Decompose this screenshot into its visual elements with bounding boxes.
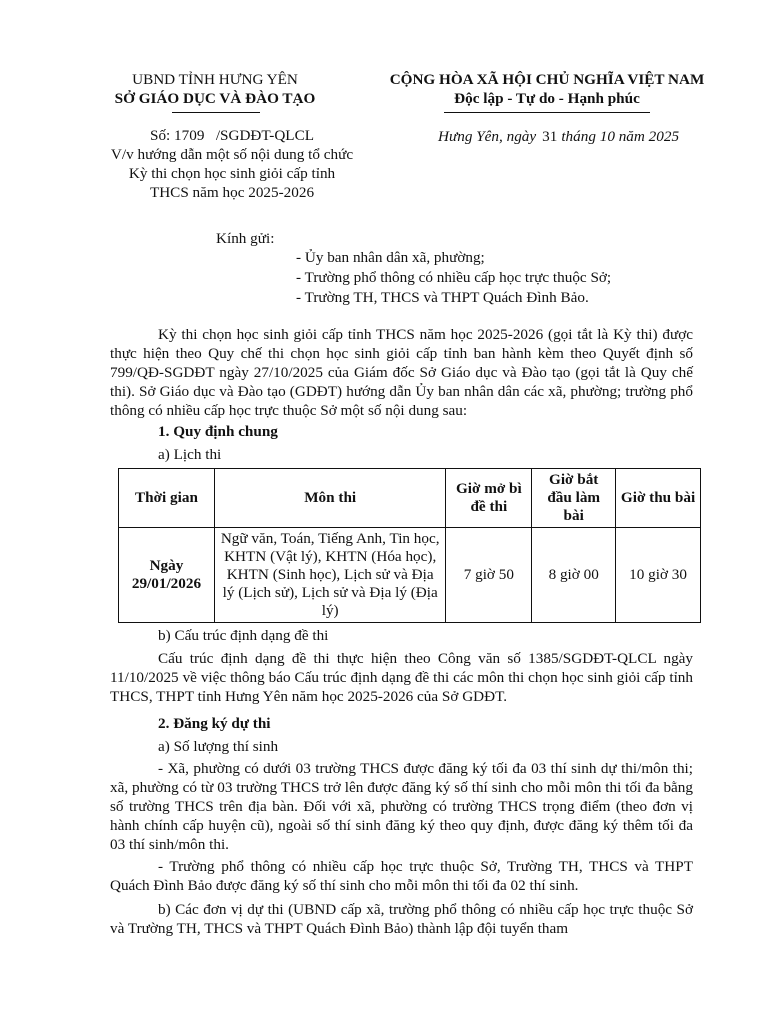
section-1a-heading: a) Lịch thi xyxy=(158,446,222,463)
section-1b-heading: b) Cấu trúc định dạng đề thi xyxy=(158,627,329,644)
exam-format-text: Cấu trúc định dạng đề thi thực hiện theo Công văn số 1385/SGDĐT-QLCL ngày 11/10/2025 về việc thông báo Cấu trúc định dạng đề thi các môn thi chọn học sinh giỏi cấp tỉnh THCS, THPT tỉnh Hưng Yên năm học 2025-2026 của Sở GDĐT. xyxy=(110,650,693,705)
issuer-underline xyxy=(172,112,260,113)
date-prefix: Hưng Yên, ngày xyxy=(438,128,537,145)
exam-format-paragraph xyxy=(110,649,693,706)
cell-open-time: 7 giờ 50 xyxy=(446,528,532,623)
subject-line-1: V/v hướng dẫn một số nội dung tổ chức xyxy=(110,146,354,163)
team-text: b) Các đơn vị dự thi (UBND cấp xã, trường phổ thông có nhiều cấp học trực thuộc Sở và Trường TH, THCS và THPT Quách Đình Bảo) thành lập đội tuyển tham xyxy=(110,901,693,937)
table-header-row xyxy=(119,469,701,528)
document-number: Số: 1709 /SGDĐT-QLCL xyxy=(150,127,314,144)
cell-start-time: 8 giờ 00 xyxy=(532,528,616,623)
section-1-title: 1. Quy định chung xyxy=(158,423,278,440)
intro-paragraph xyxy=(110,325,693,420)
subject-line-2: Kỳ thi chọn học sinh giỏi cấp tỉnh xyxy=(128,165,336,182)
recipients-label: Kính gửi: xyxy=(216,230,275,247)
column-header-time: Thời gian xyxy=(119,469,215,528)
section-2a-heading: a) Số lượng thí sinh xyxy=(158,738,279,755)
cell-subjects: Ngữ văn, Toán, Tiếng Anh, Tin học, KHTN (Vật lý), KHTN (Hóa học), KHTN (Sinh học), Lịch sử và Địa lý (Lịch sử), Lịch sử và Địa lý (Địa lý) xyxy=(214,528,445,623)
exam-schedule-table xyxy=(118,468,701,623)
quota-paragraph-2 xyxy=(110,857,693,895)
column-header-subjects: Môn thi xyxy=(214,469,445,528)
document-meta xyxy=(82,126,382,202)
subject-line-3: THCS năm học 2025-2026 xyxy=(149,184,315,201)
column-header-collect-time: Giờ thu bài xyxy=(616,469,701,528)
national-motto: Độc lập - Tự do - Hạnh phúc xyxy=(454,90,640,107)
issue-date xyxy=(438,127,679,146)
date-day: 31 xyxy=(542,128,558,145)
issuer-province: UBND TỈNH HƯNG YÊN xyxy=(132,71,298,88)
column-header-start-time: Giờ bắt đầu làm bài xyxy=(532,469,616,528)
issuer-department: SỞ GIÁO DỤC VÀ ĐÀO TẠO xyxy=(114,90,316,107)
quota-text-1: - Xã, phường có dưới 03 trường THCS được đăng ký tối đa 03 thí sinh dự thi/môn thi; xã, phường có từ 03 trường THCS trở lên được đăng ký số thí sinh cho mỗi môn thi tối đa bằng số trường THCS trên địa bàn. Đối với xã, phường có trường THCS trọng điểm (theo đơn vị hành chính cấp huyện cũ), ngoài số thí sinh đăng ký theo quy định, được đăng ký thêm tối đa 03 thí sinh/môn thi. xyxy=(110,760,693,853)
date-suffix: tháng 10 năm 2025 xyxy=(561,128,680,145)
quota-paragraph-1 xyxy=(110,759,693,854)
national-title: CỘNG HÒA XÃ HỘI CHỦ NGHĨA VIỆT NAM xyxy=(389,71,705,88)
team-paragraph xyxy=(110,900,693,938)
intro-text: Kỳ thi chọn học sinh giỏi cấp tỉnh THCS năm học 2025-2026 (gọi tắt là Kỳ thi) được thực hiện theo Quy chế thi chọn học sinh giỏi cấp tỉnh ban hành kèm theo Quyết định số 799/QĐ-SGDĐT ngày 27/10/2025 của Giám đốc Sở Giáo dục và Đào tạo (gọi tắt là Quy chế thi). Sở Giáo dục và Đào tạo (GDĐT) hướng dẫn Ủy ban nhân dân các xã, phường; trường phổ thông có nhiều cấp học trực thuộc Sở một số nội dung sau: xyxy=(110,326,693,419)
issuer-block xyxy=(80,70,350,108)
recipient-item: - Trường TH, THCS và THPT Quách Đình Bảo. xyxy=(296,289,589,306)
table-row xyxy=(119,528,701,623)
section-2-title: 2. Đăng ký dự thi xyxy=(158,715,271,732)
cell-collect-time: 10 giờ 30 xyxy=(616,528,701,623)
recipient-item: - Trường phổ thông có nhiều cấp học trực thuộc Sở; xyxy=(296,269,612,286)
column-header-open-time: Giờ mở bì đề thi xyxy=(446,469,532,528)
cell-exam-date: Ngày 29/01/2026 xyxy=(119,528,215,623)
quota-text-2: - Trường phổ thông có nhiều cấp học trực thuộc Sở, Trường TH, THCS và THPT Quách Đình Bảo được đăng ký số thí sinh cho mỗi môn thi tối đa 02 thí sinh. xyxy=(110,858,693,894)
motto-underline xyxy=(444,112,650,113)
recipient-item: - Ủy ban nhân dân xã, phường; xyxy=(296,249,485,266)
national-motto-block xyxy=(372,70,722,108)
